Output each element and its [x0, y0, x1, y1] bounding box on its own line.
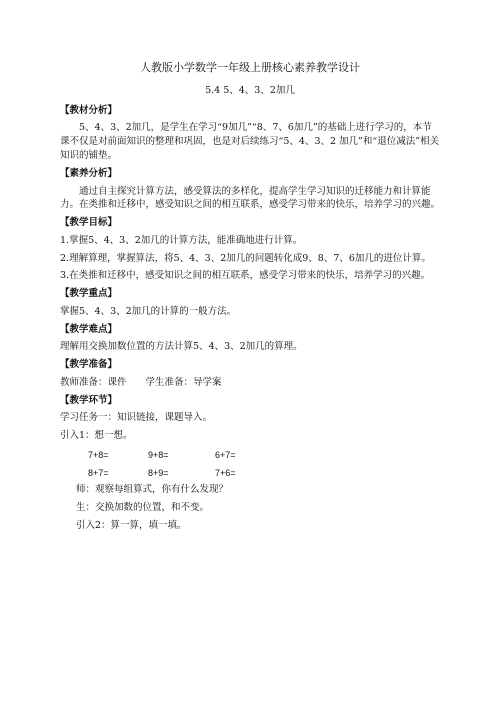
difficulty-heading: 【教学难点】 — [60, 323, 118, 335]
student-answer: 生：交换加数的位置，和不变。 — [76, 501, 210, 513]
literacy-heading: 【素养分析】 — [60, 167, 118, 179]
literacy-text: 通过自主探究计算方法，感受算法的多样化，提高学生学习知识的迁移能力和计算能力。在类推和迁移中，感受知识之间的相互联系，感受学习带来的快乐，培养学习的兴趣。 — [60, 185, 441, 211]
task-1: 学习任务一：知识链接，课题导入。 — [60, 412, 213, 424]
equation: 8+9= — [148, 468, 169, 479]
exercise-row-2 — [60, 465, 440, 483]
document-page — [60, 60, 440, 536]
equation: 6+7= — [215, 450, 236, 461]
prep-text: 教师准备：课件 学生准备：导学案 — [60, 376, 222, 388]
equation: 7+6= — [215, 468, 236, 479]
goal-item-1: 1.掌握5、4、3、2加几的计算方法，能准确地进行计算。 — [60, 234, 303, 246]
key-heading: 【教学重点】 — [60, 288, 118, 300]
material-text: 5、4、3、2加几，是学生在学习“9加几”“8、7、6加几”的基础上进行学习的，本节课不仅是对前面知识的整理和巩固，也是对后续练习“5、4、3、2 加几”和“退位减法”相关知识的铺垫。 — [60, 122, 440, 161]
process-heading: 【教学环节】 — [60, 394, 118, 406]
intro-1: 引入1：想一想。 — [60, 430, 133, 442]
prep-heading: 【教学准备】 — [60, 359, 118, 371]
material-heading: 【教材分析】 — [60, 104, 118, 116]
exercise-row-1 — [60, 447, 440, 465]
key-text: 掌握5、4、3、2加几的计算的一般方法。 — [60, 305, 237, 317]
equation: 7+8= — [88, 450, 109, 461]
intro-2: 引入2：算一算，填一填。 — [76, 519, 187, 531]
equation: 8+7= — [88, 468, 109, 479]
lesson-subtitle: 5.4 5、4、3、2加几 — [205, 84, 295, 96]
equation: 9+8= — [148, 450, 169, 461]
goal-item-2: 2.理解算理，掌握算法，将5、4、3、2加几的问题转化成9、8、7、6加几的进位计算。 — [60, 252, 431, 264]
teacher-question: 师：观察每组算式，你有什么发现？ — [76, 484, 229, 496]
document-title: 人教版小学数学一年级上册核心素养教学设计 — [140, 61, 360, 74]
goals-heading: 【教学目标】 — [60, 217, 118, 229]
goal-item-3: 3.在类推和迁移中，感受知识之间的相互联系，感受学习带来的快乐，培养学习的兴趣。 — [60, 270, 431, 282]
difficulty-text: 理解用交换加数位置的方法计算5、4、3、2加几的算理。 — [60, 341, 303, 353]
